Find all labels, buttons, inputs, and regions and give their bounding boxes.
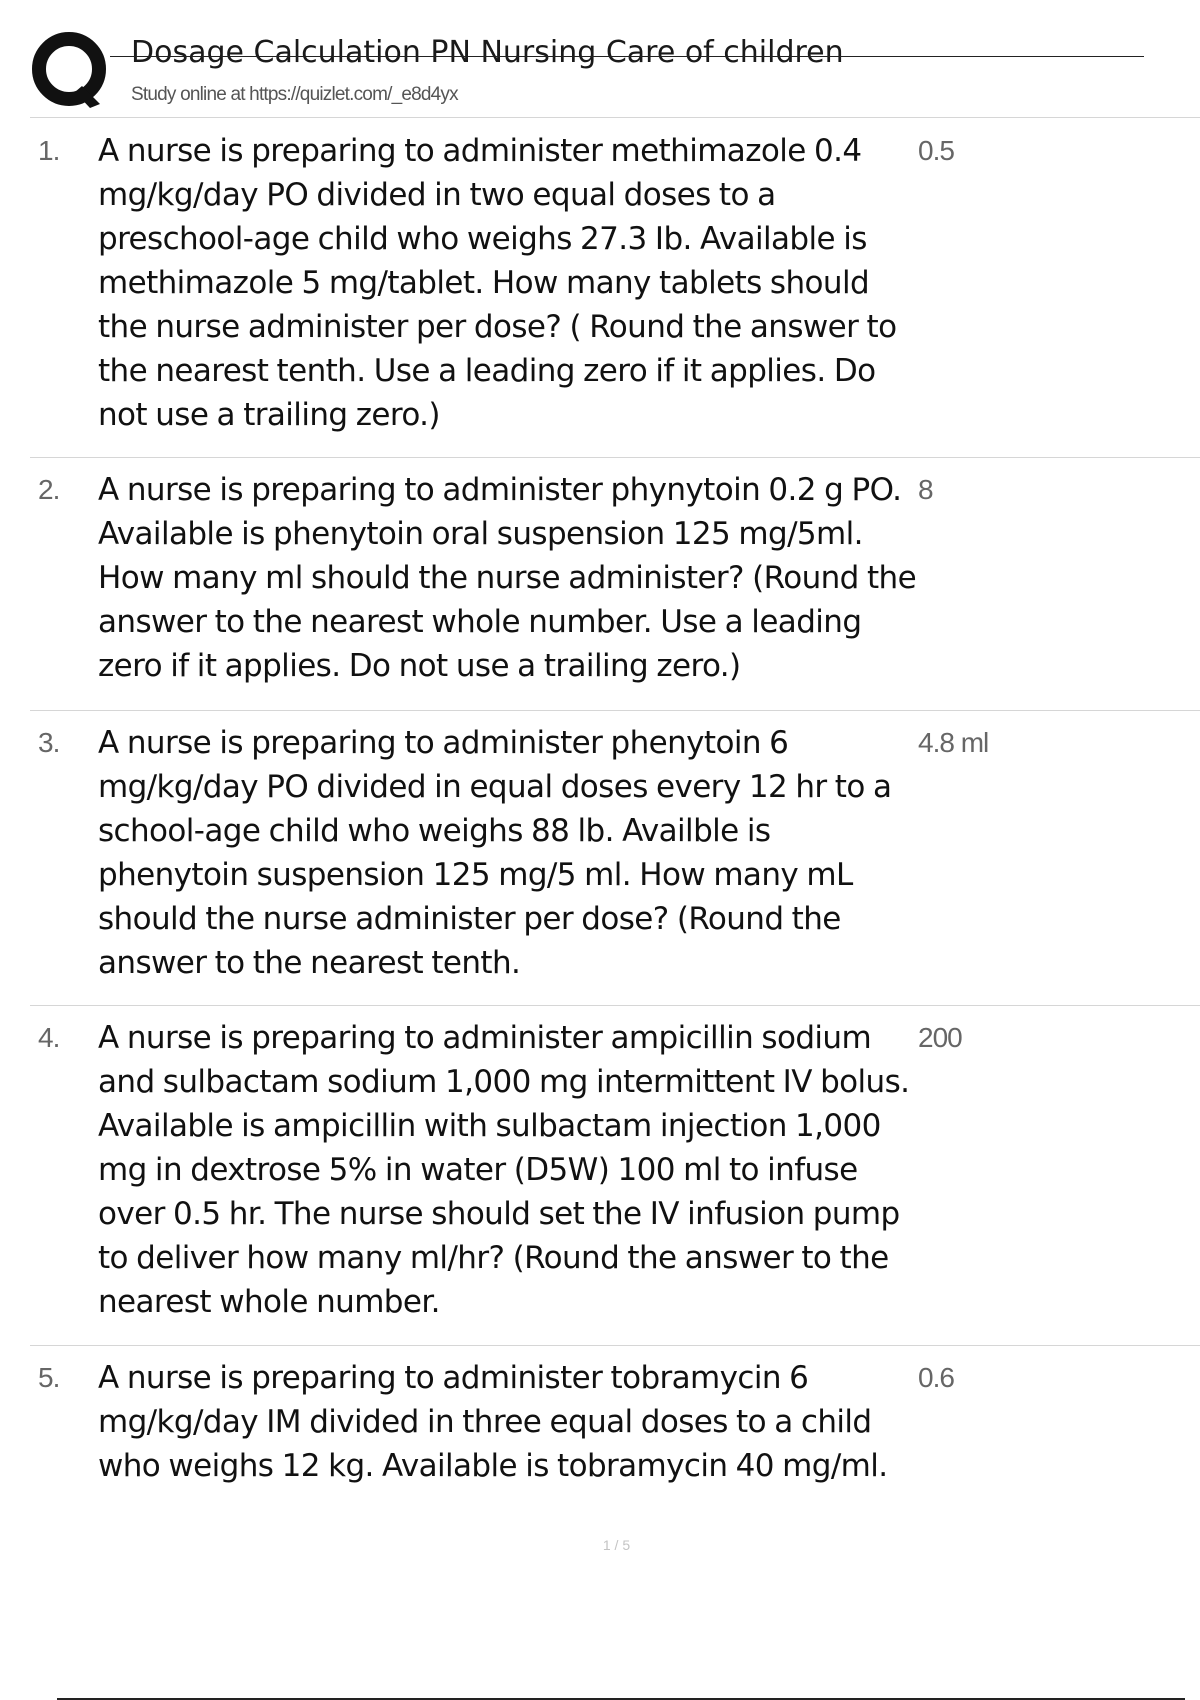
page-number: 1 / 5 (602, 1537, 631, 1553)
card-number: 4. (38, 1022, 60, 1053)
card-divider (30, 1345, 1200, 1346)
card-divider (30, 457, 1200, 458)
card-question: A nurse is preparing to administer phenytoin 6 mg/kg/day PO divided in equal doses every 12 hr to a school-age child who weighs 88 lb. Availble is phenytoin suspension 125 mg/5 ml. How many mL should the nurse administer per dose? (Round the answer to the nearest tenth. (98, 725, 892, 981)
card-answer: 8 (918, 474, 933, 505)
document-title: Dosage Calculation PN Nursing Care of children (131, 35, 844, 70)
card-number: 1. (38, 135, 60, 166)
card-number: 5. (38, 1362, 60, 1393)
card-answer: 0.5 (918, 135, 954, 166)
quizlet-logo-icon (30, 30, 112, 112)
title-strike-rule (110, 56, 1144, 57)
card-divider (30, 710, 1200, 711)
card-answer: 4.8 ml (918, 727, 989, 758)
header-divider (30, 117, 1200, 118)
study-online-link[interactable]: Study online at https://quizlet.com/_e8d4yx (131, 84, 458, 105)
card-answer: 200 (918, 1022, 962, 1053)
card-question: A nurse is preparing to administer phynytoin 0.2 g PO. Available is phenytoin oral suspension 125 mg/5ml. How many ml should the nurse administer? (Round the answer to the nearest whole number. Use a leading zero if it applies. Do not use a trailing zero.) (98, 472, 917, 684)
card-question: A nurse is preparing to administer methimazole 0.4 mg/kg/day PO divided in two equal doses to a preschool-age child who weighs 27.3 Ib. Available is methimazole 5 mg/tablet. How many tablets should the nurse administer per dose? ( Round the answer to the nearest tenth. Use a leading zero if it applies. Do not use a trailing zero.) (98, 133, 897, 433)
card-number: 3. (38, 727, 60, 758)
card-divider (30, 1005, 1200, 1006)
card-number: 2. (38, 474, 60, 505)
card-question: A nurse is preparing to administer tobramycin 6 mg/kg/day IM divided in three equal doses to a child who weighs 12 kg. Available is tobramycin 40 mg/ml. (98, 1360, 888, 1484)
card-answer: 0.6 (918, 1362, 954, 1393)
card-question: A nurse is preparing to administer ampicillin sodium and sulbactam sodium 1,000 mg intermittent IV bolus. Available is ampicillin with sulbactam injection 1,000 mg in dextrose 5% in water (D5W) 100 ml to infuse over 0.5 hr. The nurse should set the IV infusion pump to deliver how many ml/hr? (Round the answer to the nearest whole number. (98, 1020, 910, 1320)
